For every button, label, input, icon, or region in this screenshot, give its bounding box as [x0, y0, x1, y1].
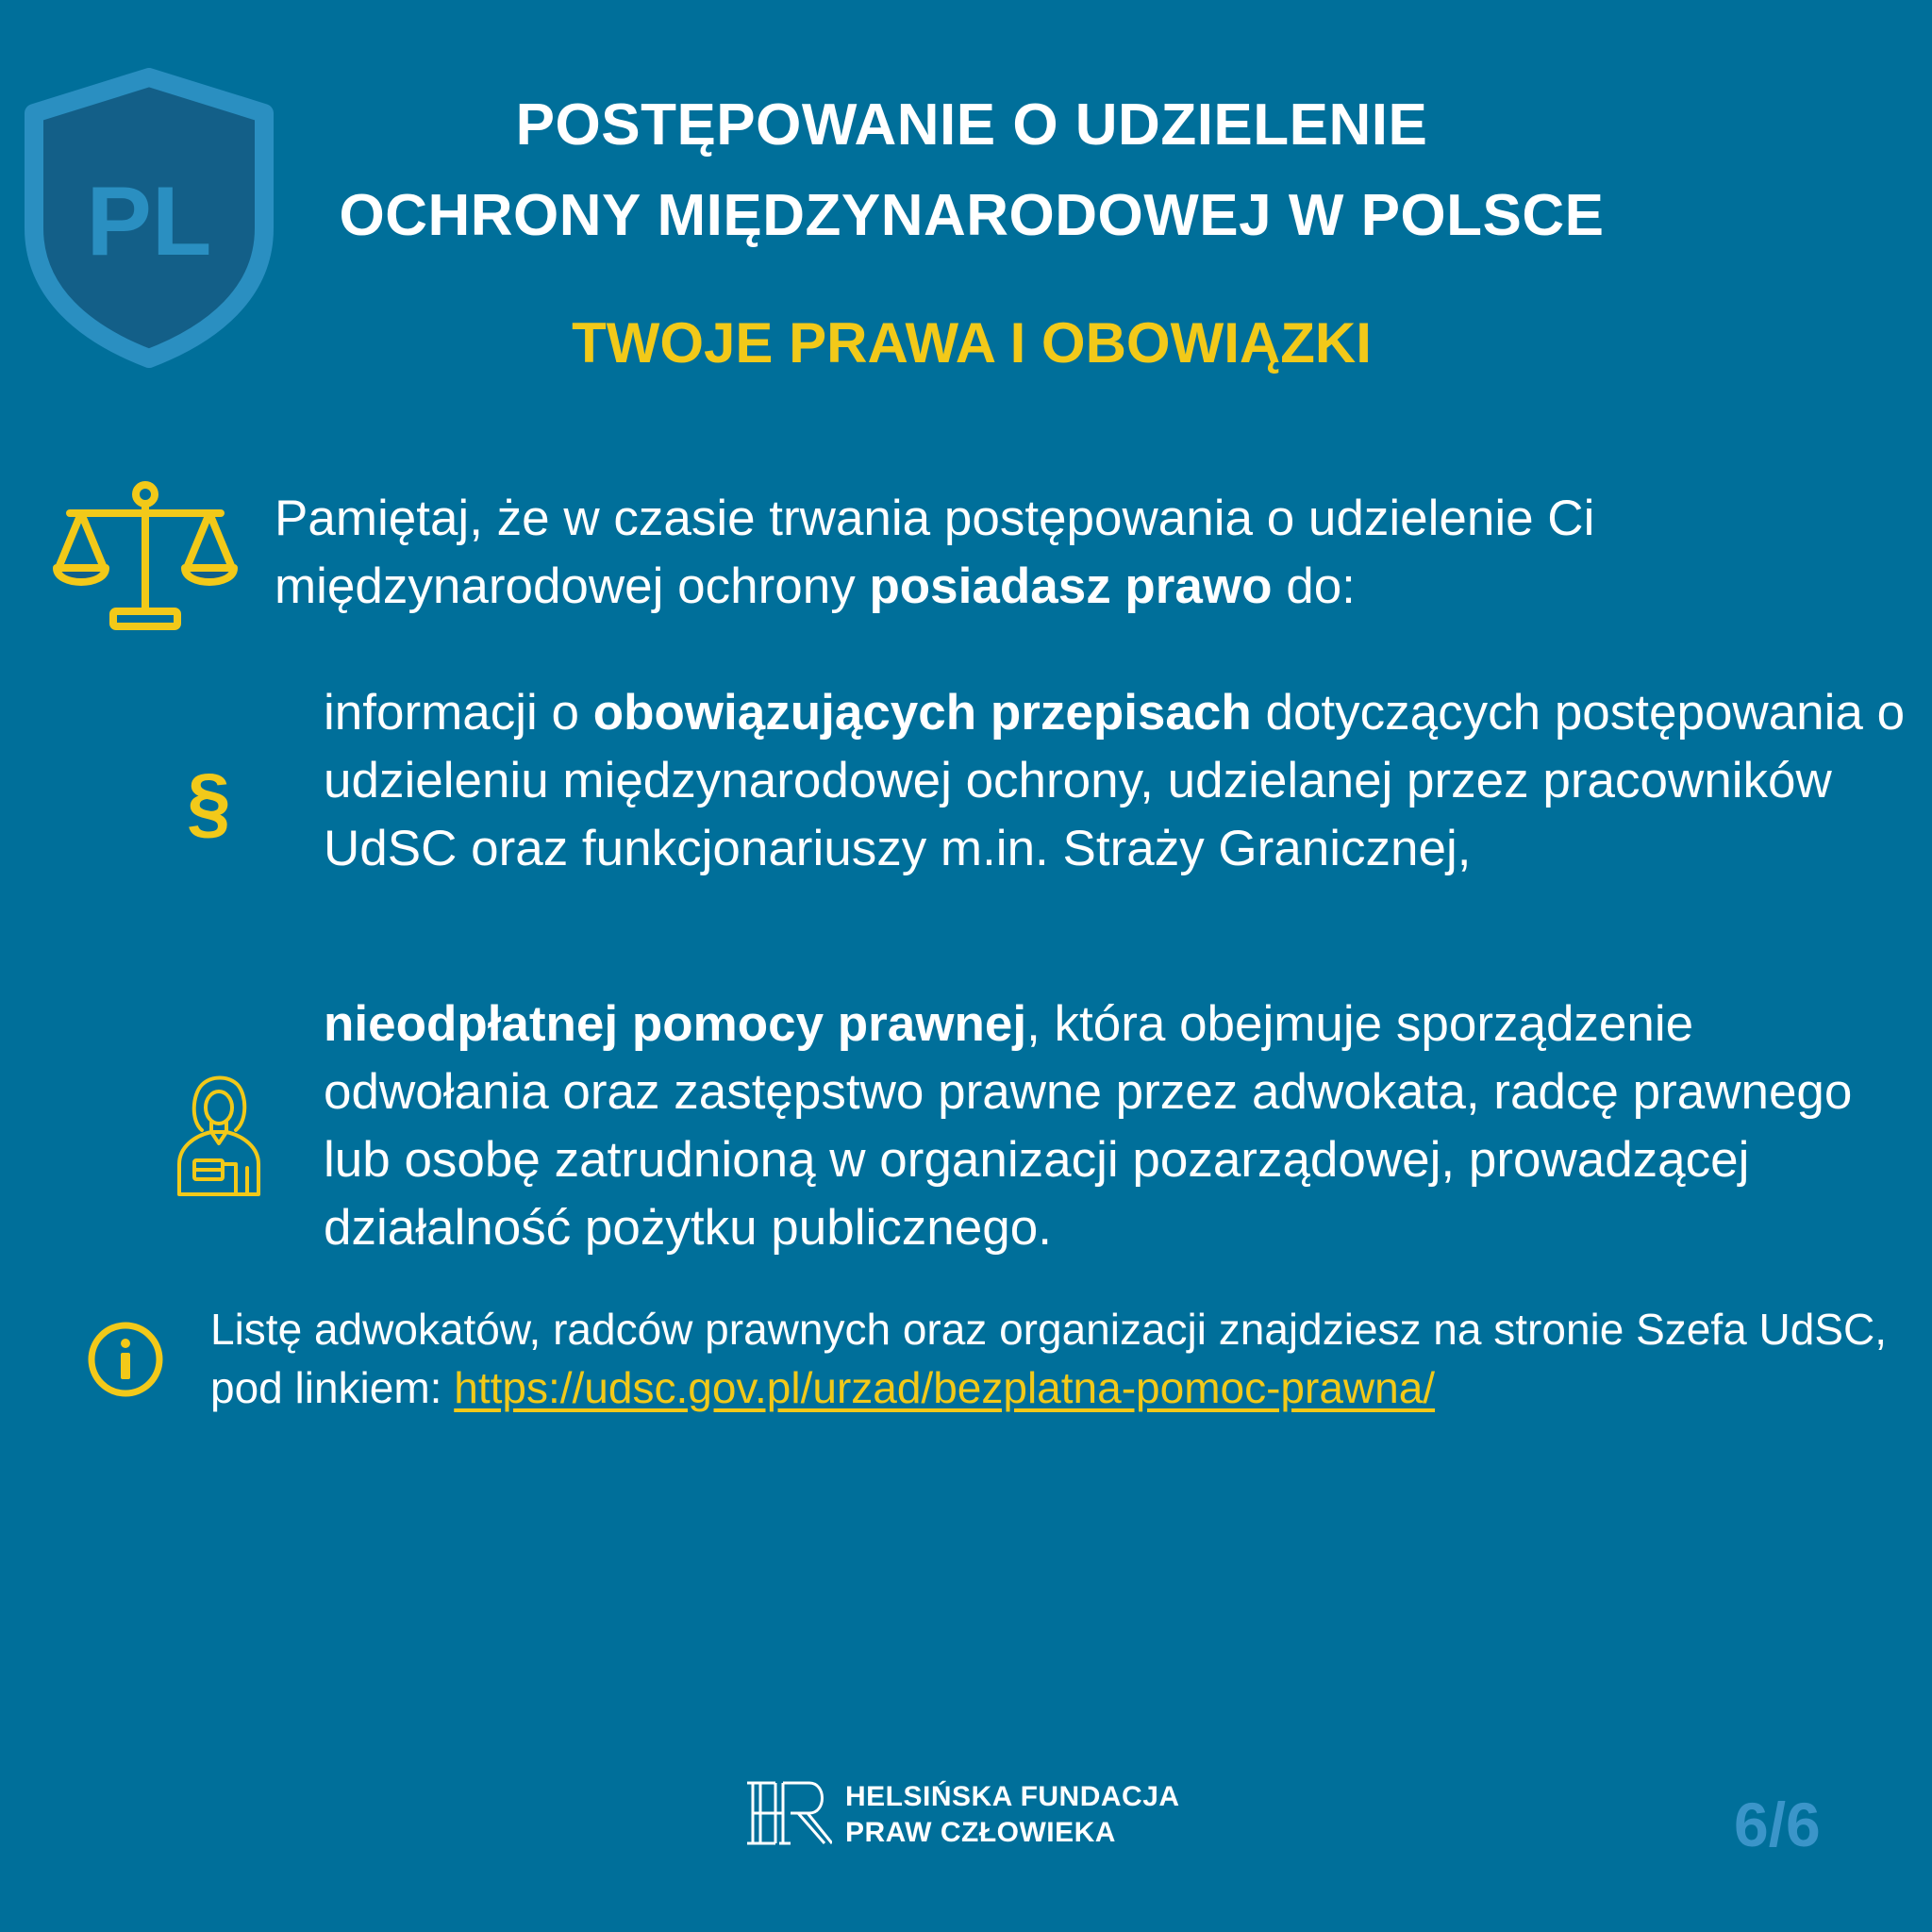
page-title-line2: OCHRONY MIĘDZYNARODOWEJ W POLSCE	[339, 183, 1605, 248]
logo-line1: HELSIŃSKA FUNDACJA	[845, 1781, 1180, 1812]
legal-aid-link[interactable]: https://udsc.gov.pl/urzad/bezplatna-pomoc-prawna/	[454, 1363, 1436, 1412]
scales-icon	[53, 481, 238, 632]
hr-logo-icon	[741, 1775, 832, 1851]
shield-icon	[21, 68, 277, 368]
paragraph-icon: §	[187, 758, 231, 846]
info-icon	[87, 1321, 164, 1398]
page-subtitle: TWOJE PRAWA I OBOWIĄZKI	[572, 311, 1372, 375]
logo-text	[845, 1779, 1180, 1851]
intro-text: Pamiętaj, że w czasie trwania postępowania o udzielenie Ci międzynarodowej ochrony posiadasz prawo do:	[275, 491, 1595, 614]
right-item-regulations: informacji o obowiązujących przepisach dotyczących postępowania o udzieleniu międzynarodowej ochrony, udzielanej przez pracowników UdSC oraz funkcjonariuszy m.in. Straży Granicznej,	[324, 685, 1906, 876]
lawyer-icon	[174, 1074, 264, 1198]
logo-line2: PRAW CZŁOWIEKA	[845, 1817, 1116, 1848]
right-item-legal-aid: nieodpłatnej pomocy prawnej, która obejmuje sporządzenie odwołania oraz zastępstwo prawne przez adwokata, radcę prawnego lub osobę zatrudnioną w organizacji pozarządowej, prowadzącej działalność pożytku publicznego.	[324, 996, 1853, 1256]
page-number: 6/6	[1734, 1790, 1821, 1859]
shield-badge-text: PL	[86, 167, 212, 276]
hfpc-logo	[741, 1775, 1194, 1851]
page-title-line1: POSTĘPOWANIE O UDZIELENIE	[515, 92, 1428, 158]
legal-aid-note: Listę adwokatów, radców prawnych oraz organizacji znajdziesz na stronie Szefa UdSC, pod linkiem: https://udsc.gov.pl/urzad/bezplatna-pomoc-prawna/	[210, 1305, 1887, 1412]
